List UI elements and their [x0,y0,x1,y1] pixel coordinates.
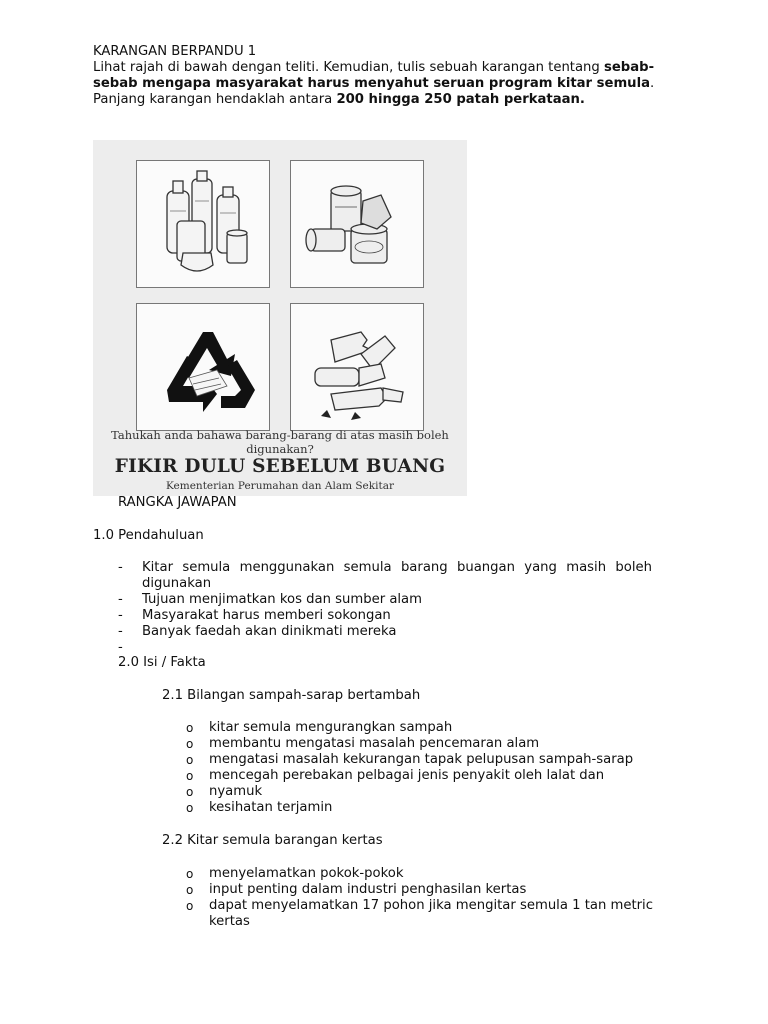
dash-marker: - [118,640,123,655]
list-item [0,898,768,914]
subsection-2-1-title: 2.1 Bilangan sampah-sarap bertambah [162,688,421,703]
figure-ministry: Kementerian Perumahan dan Alam Sekitar [165,480,394,492]
section-1-item-1: Kitar semula menggunakan semula barang buangan yang masih boleh [142,560,652,575]
subsection-2-1-item: mengatasi masalah kekurangan tapak pelupusan sampah-sarap [209,752,634,767]
instruction-bold-2: sebab mengapa masyarakat harus menyahut seruan program kitar semula [93,76,650,91]
subsection-2-1-item: nyamuk [209,784,263,799]
subsection-2-1-item: kesihatan terjamin [209,800,333,815]
list-item [0,866,768,882]
subsection-2-2-item: menyelamatkan pokok-pokok [209,866,404,881]
dash-marker: - [118,592,123,607]
list-item [0,768,768,784]
section-1-title: 1.0 Pendahuluan [93,528,204,543]
bullet-marker: o [186,753,194,767]
subsection-2-2-item-cont: kertas [209,914,250,929]
list-item [0,608,768,624]
instruction-line-3 [93,92,585,108]
instruction-period: . [650,76,655,91]
list-item [0,784,768,800]
instruction-line-1 [93,60,655,76]
subsection-2-1-item: mencegah perebakan pelbagai jenis penyakit oleh lalat dan [209,768,605,783]
bullet-marker: o [186,867,194,881]
bullet-marker: o [186,883,194,897]
bottles-illustration-icon [137,161,269,287]
instruction-text-1: Lihat rajah di bawah dengan teliti. Kemudian, tulis sebuah karangan tentang [93,60,600,75]
bullet-marker: o [186,737,194,751]
outline-heading: RANGKA JAWAPAN [118,495,237,510]
subsection-2-1-item: kitar semula mengurangkan sampah [209,720,453,735]
bullet-marker: o [186,801,194,815]
figure-slogan: FIKIR DULU SEBELUM BUANG [114,456,446,477]
list-item [0,560,768,576]
section-1-item-3: Masyarakat harus memberi sokongan [142,608,391,623]
list-item [0,800,768,816]
recycling-poster-figure [93,140,467,496]
dash-marker: - [118,560,123,575]
subsection-2-2-title: 2.2 Kitar semula barangan kertas [162,833,383,848]
list-item [0,624,768,640]
dash-marker: - [118,608,123,623]
section-1-item-4: Banyak faedah akan dinikmati mereka [142,624,397,639]
subsection-2-2-item: dapat menyelamatkan 17 pohon jika mengitar semula 1 tan metric [209,898,653,913]
broken-glass-illustration-icon [291,304,423,430]
instruction-line-2 [93,76,654,92]
bullet-marker: o [186,769,194,783]
bullet-marker: o [186,721,194,735]
panel-cans [290,160,424,288]
list-item [0,752,768,768]
list-item [0,720,768,736]
panel-recycle-symbol [136,303,270,431]
list-item [0,882,768,898]
subsection-2-2-item: input penting dalam industri penghasilan kertas [209,882,527,897]
section-1-item-1-cont: digunakan [142,576,212,591]
panel-bottles [136,160,270,288]
instruction-bold-3: 200 hingga 250 patah perkataan. [336,92,585,107]
cans-illustration-icon [291,161,423,287]
section-1-item-2: Tujuan menjimatkan kos dan sumber alam [142,592,422,607]
assignment-title: KARANGAN BERPANDU 1 [93,44,257,59]
recycle-icon [137,304,269,430]
panel-broken-glass [290,303,424,431]
list-item [0,592,768,608]
section-2-title: 2.0 Isi / Fakta [118,655,206,670]
dash-marker: - [118,624,123,639]
bullet-marker: o [186,785,194,799]
list-item [0,640,768,656]
bullet-marker: o [186,899,194,913]
figure-question: Tahukah anda bahawa barang-barang di atas masih boleh digunakan? [111,428,449,456]
subsection-2-1-item: membantu mengatasi masalah pencemaran alam [209,736,540,751]
instruction-text-3: Panjang karangan hendaklah antara [93,92,333,107]
list-item [0,736,768,752]
instruction-bold-1: sebab- [604,60,655,75]
